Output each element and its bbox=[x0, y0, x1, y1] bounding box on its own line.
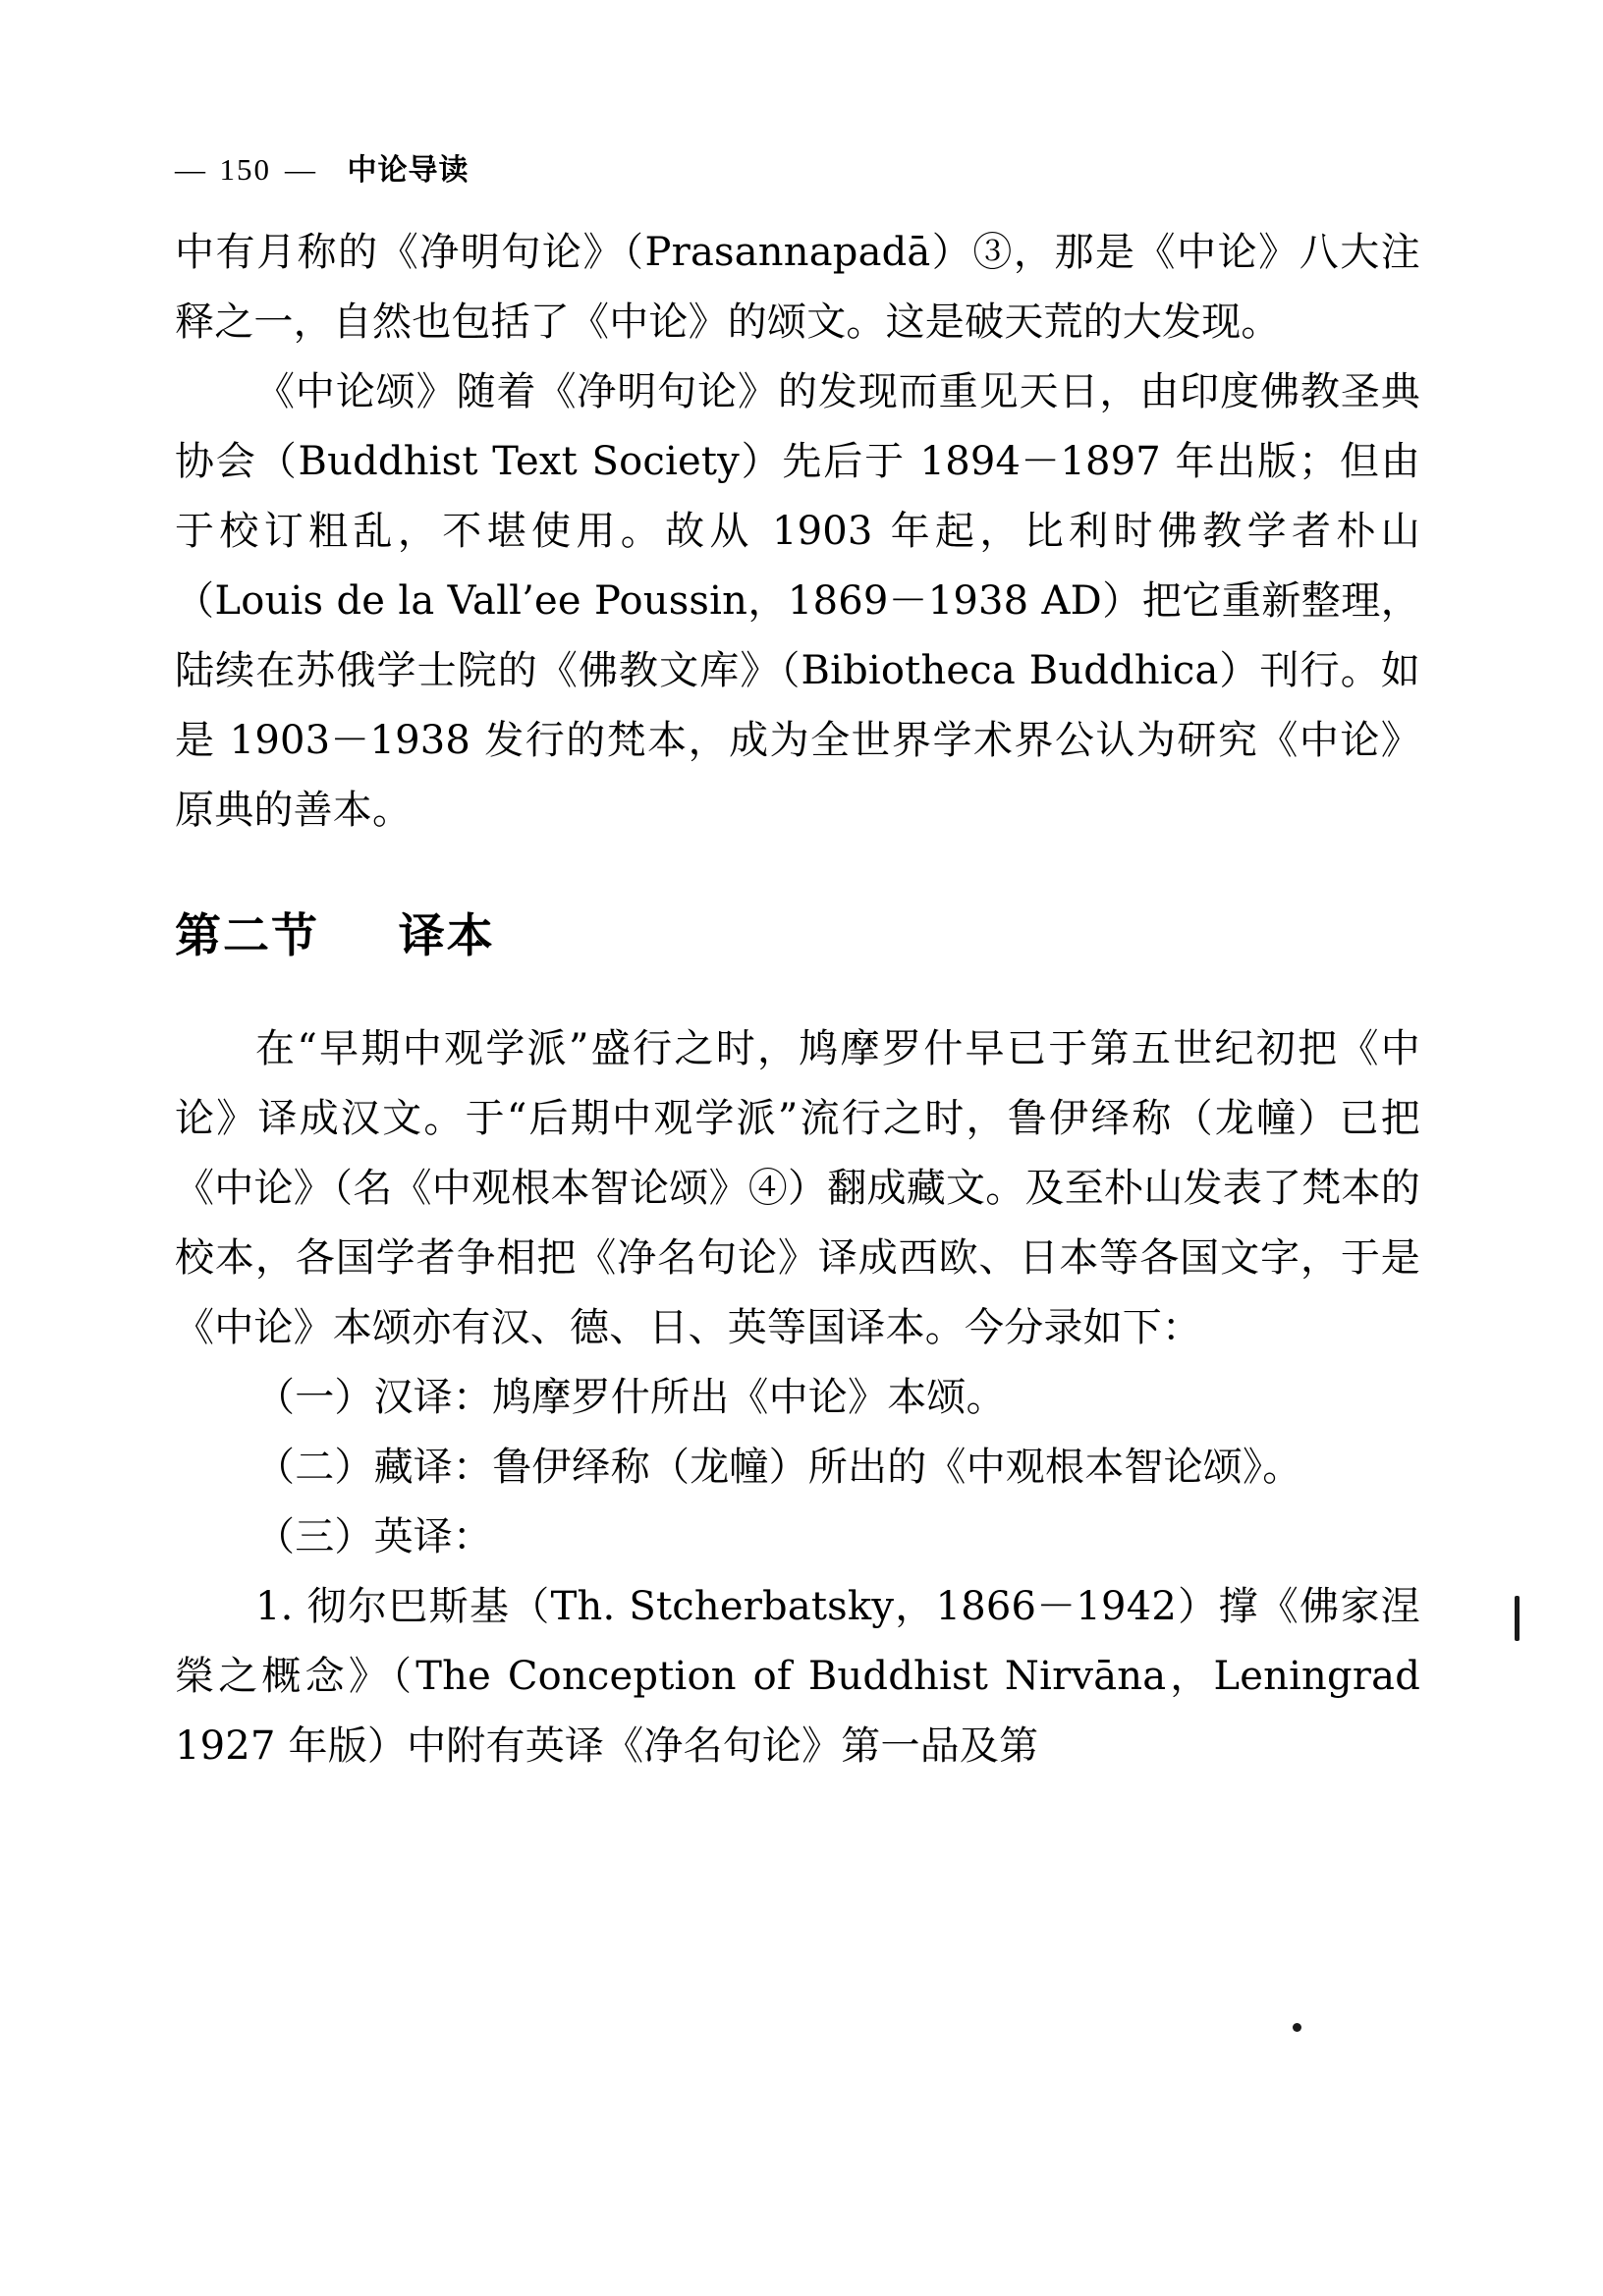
paragraph-7: 1. 彻尔巴斯基（Th. Stcherbatsky，1866－1942）撑《佛家涅榮之概念》（The Conception of Buddhist Nirvāna，Leningrad 1927 年版）中附有英译《净名句论》第一品及第 bbox=[175, 1584, 1420, 1769]
scan-artifact-dot bbox=[1293, 2023, 1301, 2032]
paragraph-5: （二）藏译：鲁伊绎称（龙幢）所出的《中观根本智论颂》。 bbox=[255, 1445, 1302, 1490]
section-heading bbox=[175, 902, 1420, 971]
page-number: 150 bbox=[219, 152, 271, 187]
paragraph-6: （三）英译： bbox=[255, 1514, 493, 1559]
section-title: 译本 bbox=[398, 909, 495, 963]
section-number: 第二节 bbox=[175, 909, 319, 963]
paragraph-4: （一）汉译：鸠摩罗什所出《中论》本颂。 bbox=[255, 1375, 1006, 1420]
running-head-dash-left: — bbox=[175, 152, 206, 187]
running-head bbox=[175, 145, 1422, 189]
paragraph-2: 《中论颂》随着《净明句论》的发现而重见天日，由印度佛教圣典协会（Buddhist Text Society）先后于 1894－1897 年出版；但由于校订粗乱，不堪使用。故从 1903 年起，比利时佛教学者朴山（Louis de la Vall’ee Poussin，1869－1938 AD）把它重新整理，陆续在苏俄学士院的《佛教文库》（Bibiotheca Buddhica）刊行。如是 1903－1938 发行的梵本，成为全世界学术界公认为研究《中论》原典的善本。 bbox=[175, 369, 1420, 833]
body-text-column bbox=[175, 218, 1420, 1781]
book-title: 中论导读 bbox=[347, 153, 470, 188]
paragraph-3: 在“早期中观学派”盛行之时，鸠摩罗什早已于第五世纪初把《中论》译成汉文。于“后期中观学派”流行之时，鲁伊绎称（龙幢）已把《中论》（名《中观根本智论颂》④）翻成藏文。及至朴山发表了梵本的校本，各国学者争相把《净名句论》译成西欧、日本等各国文字，于是《中论》本颂亦有汉、德、日、英等国译本。今分录如下： bbox=[175, 1026, 1420, 1350]
running-head-dash-right: — bbox=[285, 152, 316, 187]
scan-artifact-mark bbox=[1515, 1596, 1520, 1641]
paragraph-1: 中有月称的《净明句论》（Prasannapadā）③，那是《中论》八大注释之一，自然也包括了《中论》的颂文。这是破天荒的大发现。 bbox=[175, 230, 1420, 345]
